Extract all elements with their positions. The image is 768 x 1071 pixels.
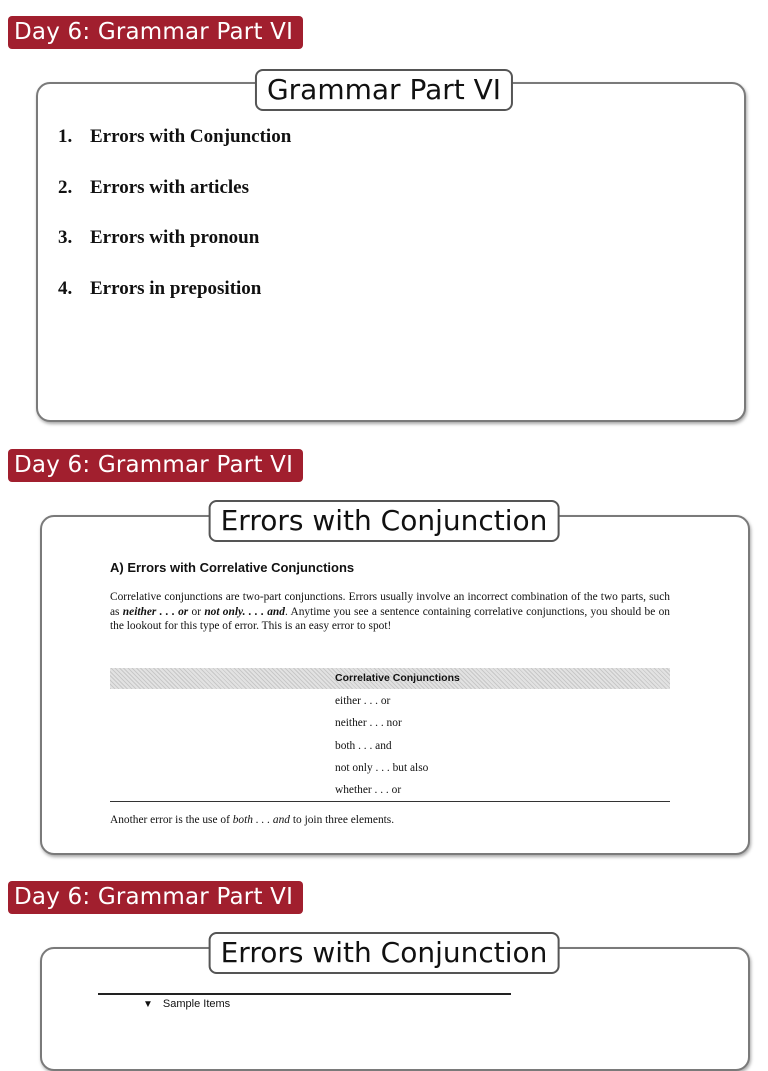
item-number: 3.: [58, 227, 73, 248]
list-item: [58, 278, 291, 329]
section-heading: A) Errors with Correlative Conjunctions: [110, 560, 355, 575]
item-text: Errors with Conjunction: [90, 126, 292, 147]
note-part: Another error is the use of: [110, 814, 233, 826]
item-number: 4.: [58, 277, 73, 299]
note-part: to join three elements.: [290, 814, 395, 826]
list-item: [58, 227, 291, 278]
divider: [110, 801, 670, 802]
conjunction-item: neither . . . nor: [335, 717, 402, 729]
conjunction-item: not only . . . but also: [335, 762, 429, 774]
slide-title: Errors with Conjunction: [209, 932, 560, 974]
conjunction-item: both . . . and: [335, 740, 392, 752]
body-paragraph: [110, 590, 670, 634]
conjunction-item: either . . . or: [335, 695, 391, 707]
slide-title: Grammar Part VI: [255, 69, 513, 111]
item-number: 2.: [58, 176, 73, 198]
day-tag: Day 6: Grammar Part VI: [8, 449, 303, 482]
slide-title: Errors with Conjunction: [209, 500, 560, 542]
paragraph-emphasis: not only. . . . and: [204, 605, 285, 618]
table-heading: Correlative Conjunctions: [335, 672, 460, 684]
item-text: Errors in preposition: [90, 277, 262, 299]
list-item: [58, 126, 291, 177]
sample-items-heading: [143, 998, 230, 1010]
divider: [98, 993, 511, 995]
paragraph-text: . Anytime you see a sentence containing correlative conjunctions, you should be on the lookout for this type of error. This is an easy error to spot!: [110, 605, 670, 633]
item-number: 1.: [58, 126, 73, 147]
paragraph-text: Correlative conjunctions are two-part conjunctions. Errors usually involve an incorrect combination of the two parts, such as: [110, 591, 670, 618]
paragraph-emphasis: neither . . . or: [122, 605, 189, 618]
list-item: [58, 177, 291, 228]
day-tag: Day 6: Grammar Part VI: [8, 16, 303, 49]
triangle-down-icon: ▼: [143, 999, 153, 1010]
conjunction-item: whether . . . or: [335, 784, 402, 796]
topic-list: [58, 126, 291, 328]
sample-items-label: Sample Items: [162, 998, 231, 1010]
note-emphasis: both . . . and: [232, 814, 291, 826]
day-tag: Day 6: Grammar Part VI: [8, 881, 303, 914]
item-text: Errors with pronoun: [90, 227, 260, 248]
item-text: Errors with articles: [90, 176, 249, 198]
note-text: [110, 814, 394, 826]
paragraph-text: or: [188, 605, 205, 618]
